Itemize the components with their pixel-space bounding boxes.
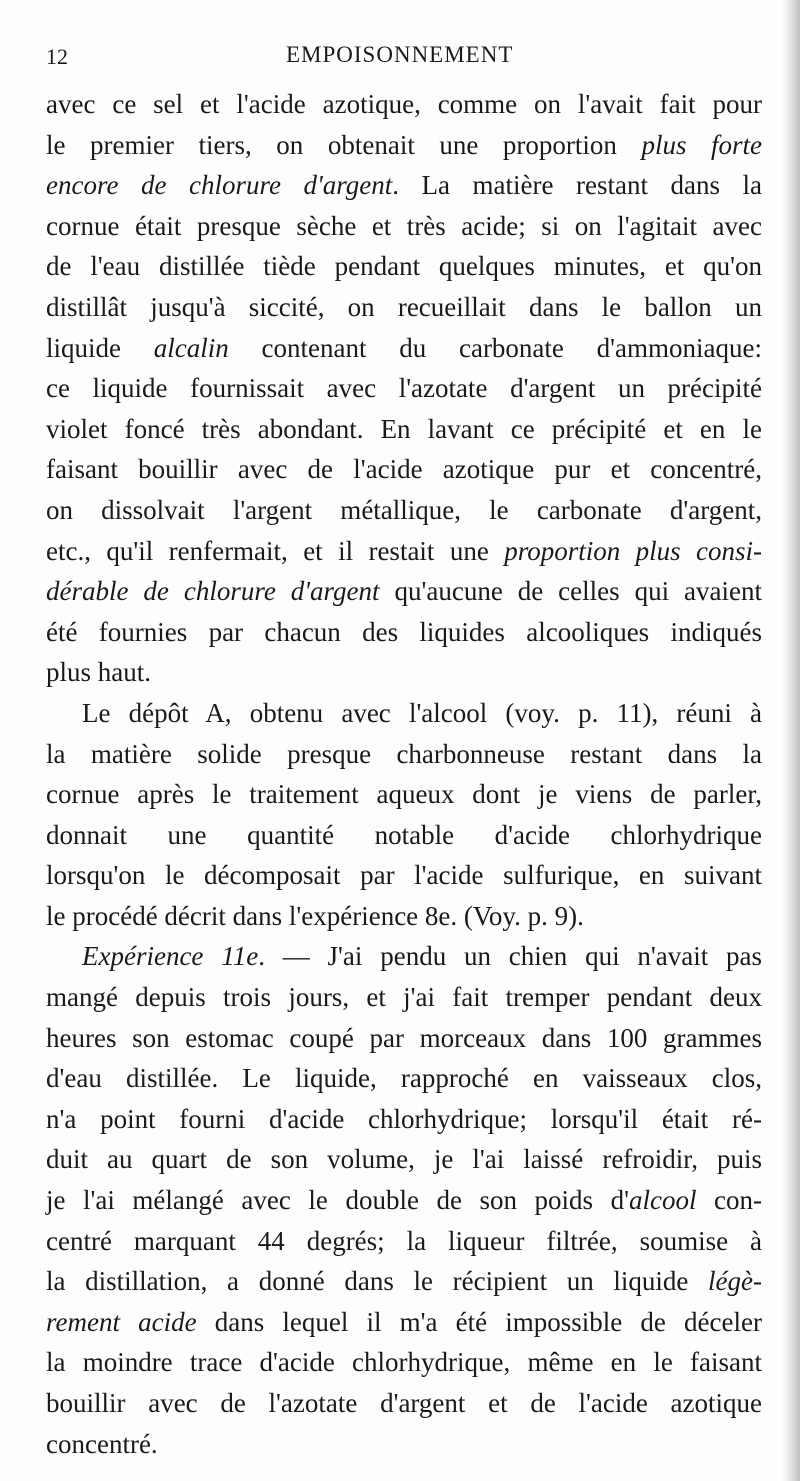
text-segment: violet foncé très abondant. En lavant ce précipité et en le bbox=[46, 413, 762, 444]
text-segment: plus haut. bbox=[46, 657, 151, 688]
text-line bbox=[46, 571, 762, 612]
page-number: 12 bbox=[46, 44, 68, 69]
text-segment: contenant du carbonate d'ammoniaque: bbox=[228, 332, 762, 363]
text-segment: on dissolvait l'argent métallique, le carbonate d'argent, bbox=[46, 494, 762, 525]
text-segment: distillât jusqu'à siccité, on recueillait dans le ballon un bbox=[46, 291, 762, 322]
page-header bbox=[46, 38, 766, 78]
text-line bbox=[46, 936, 762, 977]
text-line bbox=[46, 1221, 762, 1262]
italic-text: alcalin bbox=[153, 332, 229, 363]
text-segment: cornue était presque sèche et très acide; si on l'agitait avec bbox=[46, 210, 762, 241]
text-segment: con- bbox=[696, 1185, 762, 1216]
text-segment: concentré. bbox=[46, 1428, 158, 1459]
text-line bbox=[46, 1383, 762, 1424]
text-segment: ce liquide fournissait avec l'azotate d'argent un précipité bbox=[46, 373, 762, 404]
text-line bbox=[46, 612, 762, 653]
text-segment: donnait une quantité notable d'acide chlorhydrique bbox=[46, 819, 762, 850]
italic-text: rement acide bbox=[46, 1306, 197, 1337]
text-segment: centré marquant 44 degrés; la liqueur filtrée, soumise à bbox=[46, 1225, 762, 1256]
text-segment: le procédé décrit dans l'expérience 8e. (Voy. p. 9). bbox=[46, 900, 584, 931]
text-line bbox=[46, 449, 762, 490]
text-segment: d'eau distillée. Le liquide, rapproché en vaisseaux clos, bbox=[46, 1063, 762, 1094]
text-segment: duit au quart de son volume, je l'ai laissé refroidir, puis bbox=[46, 1144, 762, 1175]
page-edge-shadow bbox=[782, 0, 800, 1481]
body-text bbox=[46, 84, 762, 1464]
text-segment: . La matière restant dans la bbox=[392, 170, 762, 201]
text-segment: je l'ai mélangé avec le double de son poids d' bbox=[46, 1185, 629, 1216]
text-line bbox=[46, 1424, 762, 1465]
text-segment: lorsqu'on le décomposait par l'acide sulfurique, en suivant bbox=[46, 860, 762, 891]
text-line bbox=[46, 774, 762, 815]
text-segment: dans lequel il m'a été impossible de déceler bbox=[196, 1306, 762, 1337]
text-line bbox=[46, 1139, 762, 1180]
text-segment: cornue après le traitement aqueux dont je viens de parler, bbox=[46, 779, 762, 810]
italic-text: alcool bbox=[628, 1185, 697, 1216]
text-segment: etc., qu'il renfermait, et il restait une bbox=[46, 535, 505, 566]
text-line bbox=[46, 287, 762, 328]
text-line bbox=[46, 531, 762, 572]
text-line bbox=[46, 246, 762, 287]
text-line bbox=[46, 652, 762, 693]
text-segment: qu'aucune de celles qui avaient bbox=[379, 576, 762, 607]
text-line bbox=[46, 977, 762, 1018]
text-line bbox=[46, 1261, 762, 1302]
text-line bbox=[46, 165, 762, 206]
text-segment: faisant bouillir avec de l'acide azotique pur et concentré, bbox=[46, 454, 762, 485]
text-line bbox=[46, 1018, 762, 1059]
text-line bbox=[46, 1099, 762, 1140]
text-line bbox=[46, 490, 762, 531]
italic-text: proportion plus consi- bbox=[504, 535, 762, 566]
text-segment: mangé depuis trois jours, et j'ai fait tremper pendant deux bbox=[46, 982, 762, 1013]
text-segment: la moindre trace d'acide chlorhydrique, même en le faisant bbox=[46, 1347, 762, 1378]
text-line bbox=[46, 1302, 762, 1343]
italic-text: Expérience 11e bbox=[82, 941, 259, 972]
italic-text: dérable de chlorure d'argent bbox=[46, 576, 380, 607]
text-segment: la matière solide presque charbonneuse restant dans la bbox=[46, 738, 762, 769]
text-segment: bouillir avec de l'azotate d'argent et de l'acide azotique bbox=[46, 1388, 762, 1418]
text-line bbox=[46, 896, 762, 937]
text-line bbox=[46, 206, 762, 247]
text-line bbox=[46, 1342, 762, 1383]
text-segment: été fournies par chacun des liquides alcooliques indiqués bbox=[46, 616, 762, 647]
text-line bbox=[46, 328, 762, 369]
text-line bbox=[46, 855, 762, 896]
text-line bbox=[46, 1180, 762, 1221]
text-segment: le premier tiers, on obtenait une proportion bbox=[46, 129, 642, 160]
text-line bbox=[46, 84, 762, 125]
italic-text: légè- bbox=[708, 1266, 762, 1297]
text-segment: . — J'ai pendu un chien qui n'avait pas bbox=[258, 941, 762, 972]
running-title: EMPOISONNEMENT bbox=[286, 42, 514, 67]
text-segment: heures son estomac coupé par morceaux dans 100 grammes bbox=[46, 1022, 762, 1053]
text-segment: la distillation, a donné dans le récipient un liquide bbox=[46, 1266, 709, 1297]
text-segment: avec ce sel et l'acide azotique, comme on l'avait fait pour bbox=[46, 89, 762, 119]
text-line bbox=[46, 409, 762, 450]
text-line bbox=[46, 368, 762, 409]
text-line bbox=[46, 693, 762, 734]
text-segment: liquide bbox=[46, 332, 154, 363]
text-segment: Le dépôt A, obtenu avec l'alcool (voy. p. 11), réuni à bbox=[82, 697, 762, 728]
text-segment: n'a point fourni d'acide chlorhydrique; lorsqu'il était ré- bbox=[46, 1103, 762, 1134]
text-line bbox=[46, 734, 762, 775]
text-line bbox=[46, 1058, 762, 1099]
italic-text: plus forte bbox=[641, 129, 762, 160]
italic-text: encore de chlorure d'argent bbox=[46, 170, 393, 201]
text-line bbox=[46, 125, 762, 166]
text-segment: de l'eau distillée tiède pendant quelques minutes, et qu'on bbox=[46, 251, 762, 282]
text-line bbox=[46, 815, 762, 856]
